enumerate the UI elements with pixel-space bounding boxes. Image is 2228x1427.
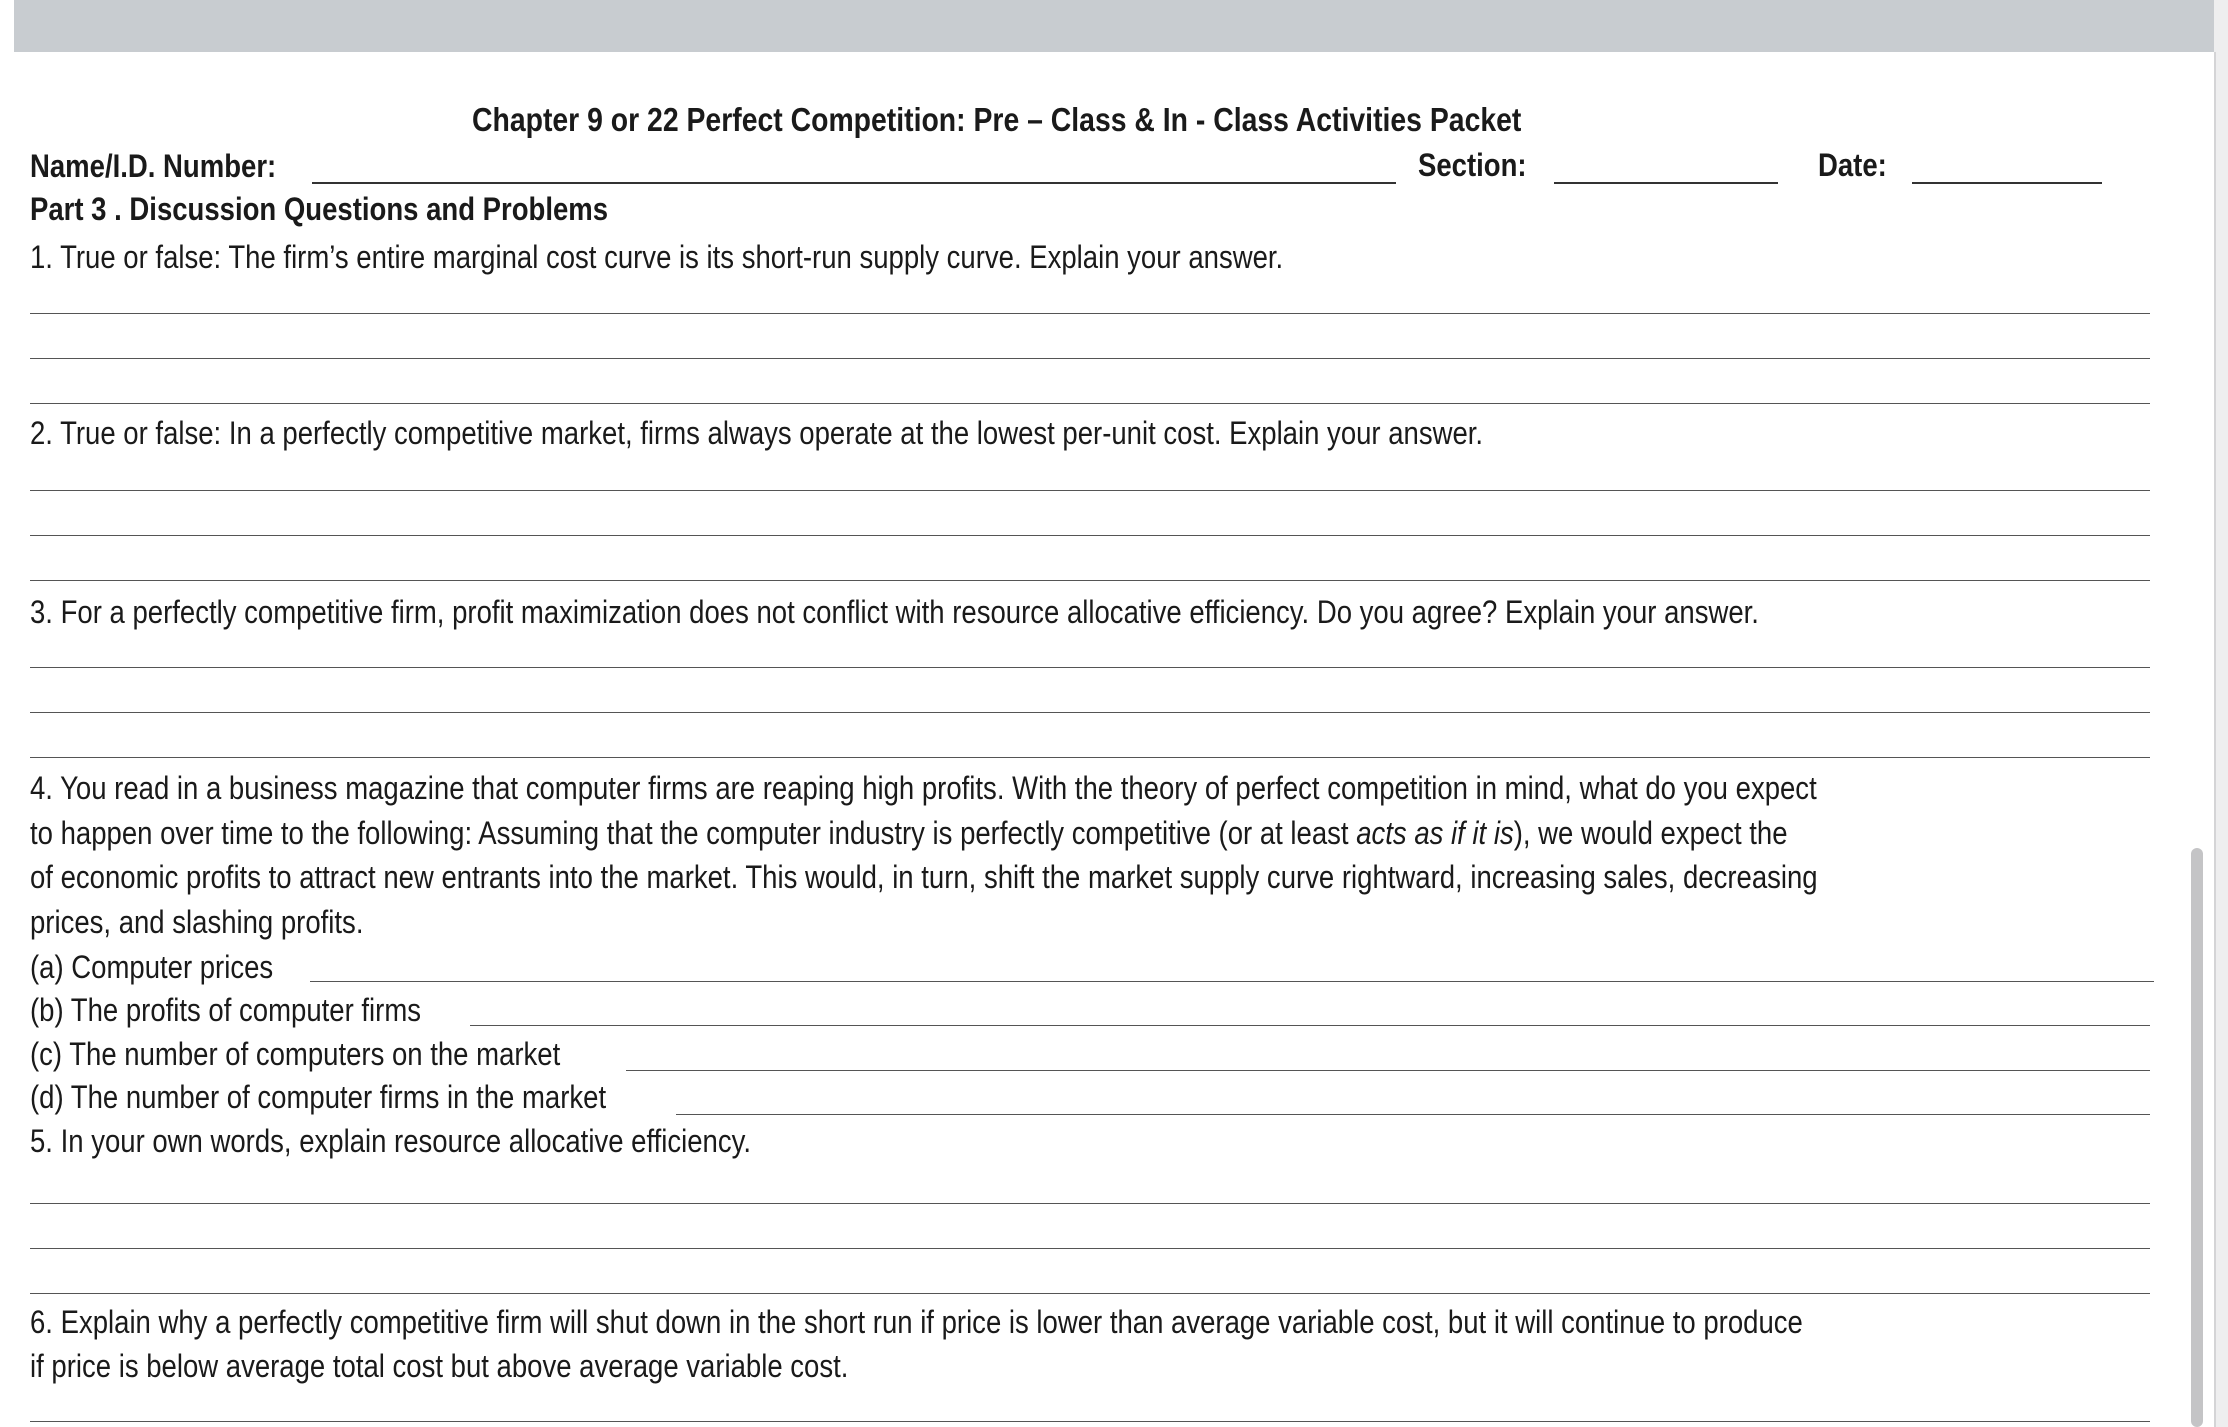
question-4-line-2-italic: acts as if it is — [1356, 815, 1514, 851]
answer-line[interactable] — [30, 712, 2150, 713]
answer-line[interactable] — [30, 1293, 2150, 1294]
section-blank[interactable] — [1554, 182, 1778, 184]
question-4-line-1: 4. You read in a business magazine that computer firms are reaping high profits. With the theory of perfect competition in mind, what do you expect — [30, 770, 1817, 806]
question-6-line-1: 6. Explain why a perfectly competitive firm will shut down in the short run if price is lower than average variable cost, but it will continue to produce — [30, 1304, 1803, 1340]
question-5: 5. In your own words, explain resource allocative efficiency. — [30, 1123, 751, 1159]
date-label: Date: — [1818, 147, 1887, 183]
question-4c: (c) The number of computers on the market — [30, 1036, 561, 1072]
question-4-line-3: of economic profits to attract new entrants into the market. This would, in turn, shift the market supply curve rightward, increasing sales, decreasing — [30, 859, 1818, 895]
part-heading: Part 3 . Discussion Questions and Problems — [30, 191, 609, 227]
answer-line[interactable] — [30, 403, 2150, 404]
answer-line[interactable] — [30, 313, 2150, 314]
answer-line[interactable] — [30, 1203, 2150, 1204]
question-1: 1. True or false: The firm’s entire marginal cost curve is its short-run supply curve. Explain your answer. — [30, 239, 1284, 275]
answer-line[interactable] — [626, 1070, 2150, 1071]
question-4-line-2-text-a: to happen over time to the following: Assuming that the computer industry is perfectly competitive (or at least — [30, 815, 1357, 851]
question-4b: (b) The profits of computer firms — [30, 992, 422, 1028]
answer-line[interactable] — [30, 757, 2150, 758]
answer-line[interactable] — [30, 667, 2150, 668]
question-2: 2. True or false: In a perfectly competitive market, firms always operate at the lowest per-unit cost. Explain your answer. — [30, 415, 1484, 451]
answer-line[interactable] — [310, 981, 2154, 982]
answer-line[interactable] — [30, 1421, 2150, 1422]
question-6-line-2: if price is below average total cost but above average variable cost. — [30, 1348, 849, 1384]
question-4a: (a) Computer prices — [30, 949, 274, 985]
answer-line[interactable] — [30, 358, 2150, 359]
name-id-label: Name/I.D. Number: — [30, 148, 277, 184]
date-blank[interactable] — [1912, 182, 2102, 184]
answer-line[interactable] — [676, 1114, 2150, 1115]
answer-line[interactable] — [30, 490, 2150, 491]
question-4-line-2-text-b: ), we would expect the — [1513, 815, 1788, 851]
question-4-line-4: prices, and slashing profits. — [30, 904, 364, 940]
question-4-line-2 — [30, 817, 1788, 849]
answer-line[interactable] — [30, 535, 2150, 536]
page-title: Chapter 9 or 22 Perfect Competition: Pre – Class & In - Class Activities Packet — [472, 101, 1522, 138]
answer-line[interactable] — [30, 1248, 2150, 1249]
name-id-blank[interactable] — [312, 182, 1396, 184]
question-3: 3. For a perfectly competitive firm, profit maximization does not conflict with resource allocative efficiency. Do you agree? Explain your answer. — [30, 594, 1759, 630]
answer-line[interactable] — [470, 1025, 2150, 1026]
question-4d: (d) The number of computer firms in the market — [30, 1079, 607, 1115]
answer-line[interactable] — [30, 580, 2150, 581]
section-label: Section: — [1418, 147, 1527, 183]
